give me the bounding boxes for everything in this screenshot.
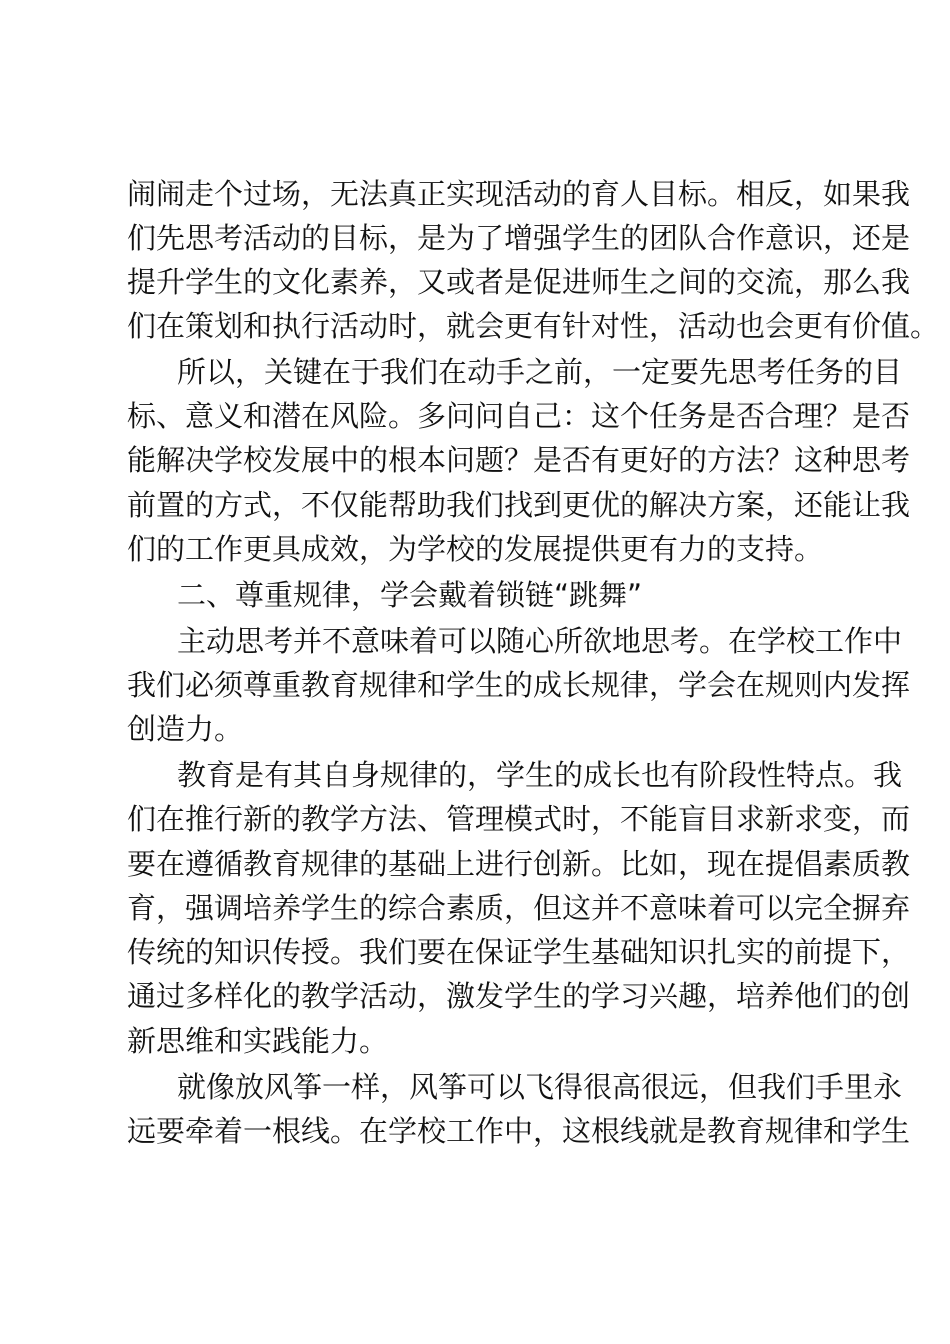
paragraph-line: 闹闹走个过场，无法真正实现活动的育人目标。相反，如果我 [127, 177, 911, 211]
paragraph-line: 们先思考活动的目标，是为了增强学生的团队合作意识，还是 [127, 221, 911, 255]
paragraph-line: 通过多样化的教学活动，激发学生的学习兴趣，培养他们的创 [127, 979, 911, 1013]
paragraph-line: 们在策划和执行活动时，就会更有针对性，活动也会更有价值。 [127, 309, 940, 343]
paragraph-line: 标、意义和潜在风险。多问问自己：这个任务是否合理？是否 [127, 399, 911, 433]
paragraph-line: 远要牵着一根线。在学校工作中，这根线就是教育规律和学生 [127, 1114, 911, 1148]
paragraph-line: 前置的方式，不仅能帮助我们找到更优的解决方案，还能让我 [127, 488, 911, 522]
paragraph-line: 要在遵循教育规律的基础上进行创新。比如，现在提倡素质教 [127, 847, 911, 881]
paragraph-line: 就像放风筝一样，风筝可以飞得很高很远，但我们手里永 [177, 1070, 903, 1104]
paragraph-line: 创造力。 [127, 712, 244, 746]
section-heading: 二、尊重规律，学会戴着锁链“跳舞” [177, 578, 643, 612]
paragraph-line: 能解决学校发展中的根本问题？是否有更好的方法？这种思考 [127, 443, 911, 477]
paragraph-line: 我们必须尊重教育规律和学生的成长规律，学会在规则内发挥 [127, 668, 911, 702]
paragraph-line: 传统的知识传授。我们要在保证学生基础知识扎实的前提下， [127, 935, 911, 969]
paragraph-line: 们在推行新的教学方法、管理模式时，不能盲目求新求变，而 [127, 802, 911, 836]
paragraph-line: 提升学生的文化素养，又或者是促进师生之间的交流，那么我 [127, 265, 911, 299]
paragraph-line: 主动思考并不意味着可以随心所欲地思考。在学校工作中 [177, 624, 903, 658]
paragraph-line: 们的工作更具成效，为学校的发展提供更有力的支持。 [127, 532, 824, 566]
paragraph-line: 教育是有其自身规律的，学生的成长也有阶段性特点。我 [177, 758, 903, 792]
paragraph-line: 育，强调培养学生的综合素质，但这并不意味着可以完全摒弃 [127, 891, 911, 925]
paragraph-line: 新思维和实践能力。 [127, 1024, 389, 1058]
paragraph-line: 所以，关键在于我们在动手之前，一定要先思考任务的目 [177, 355, 903, 389]
